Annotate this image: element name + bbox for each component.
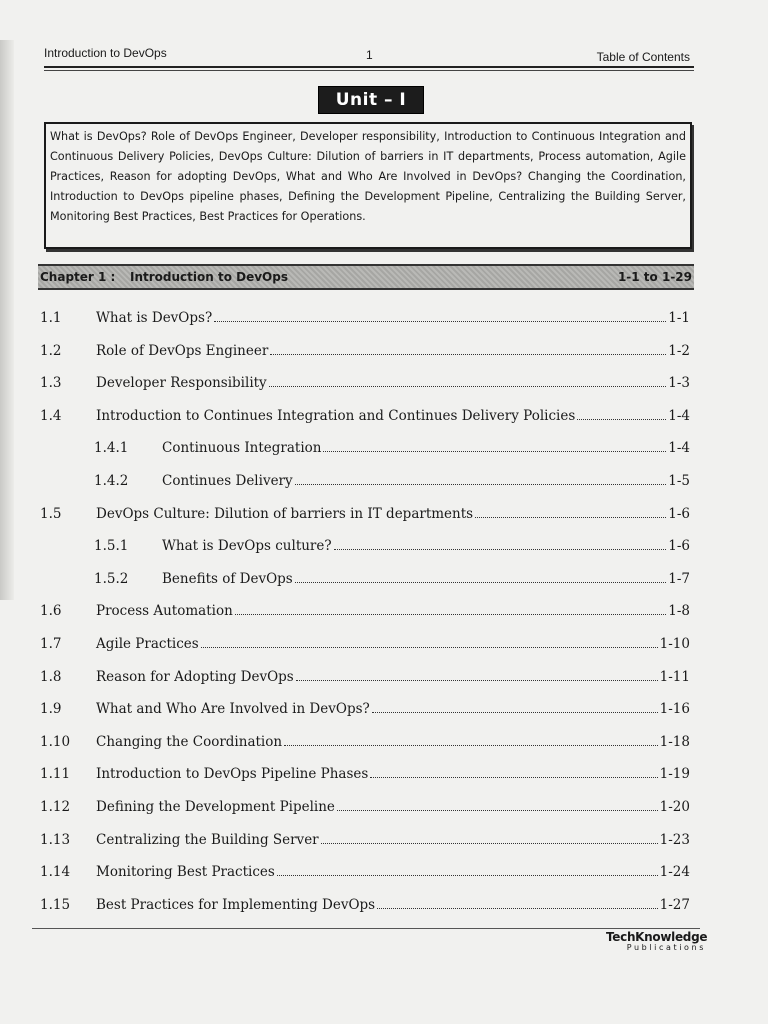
toc-leader-dots [334, 548, 667, 550]
toc-entry-page: 1-5 [668, 473, 690, 489]
toc-entry-title: Changing the Coordination [96, 734, 283, 750]
toc-entry-number: 1.4 [40, 408, 62, 424]
toc-entry-title: Benefits of DevOps [162, 571, 293, 587]
toc-entry [0, 406, 768, 426]
toc-entry-number: 1.15 [40, 897, 71, 913]
toc-leader-dots [214, 320, 666, 322]
toc-entry-title: Reason for Adopting DevOps [96, 669, 294, 685]
toc-entry-number: 1.13 [40, 832, 71, 848]
toc-entry-title: Developer Responsibility [96, 375, 267, 391]
toc-entry-number: 1.2 [40, 343, 62, 359]
toc-entry-title: Introduction to Continues Integration and Continues Delivery Policies [96, 408, 576, 424]
toc-entry-page: 1-4 [668, 440, 690, 456]
toc-entry-number: 1.9 [40, 701, 62, 717]
toc-entry-page: 1-27 [659, 897, 690, 913]
toc-entry-page: 1-6 [668, 506, 690, 522]
toc-entry-page: 1-8 [668, 603, 690, 619]
toc-leader-dots [296, 679, 658, 681]
toc-entry [0, 471, 768, 491]
toc-entry-page: 1-20 [659, 799, 690, 815]
toc-entry [0, 797, 768, 817]
toc-entry-number: 1.12 [40, 799, 71, 815]
header-page-number: 1 [366, 48, 373, 62]
toc-leader-dots [201, 646, 658, 648]
toc-entry-title: Best Practices for Implementing DevOps [96, 897, 376, 913]
unit-title: Unit – I [318, 86, 424, 114]
toc-entry [0, 569, 768, 589]
toc-leader-dots [475, 516, 666, 518]
toc-entry [0, 895, 768, 915]
chapter-label: Chapter 1 : [40, 270, 116, 284]
toc-entry [0, 341, 768, 361]
publisher-subtitle: Publications [626, 943, 706, 952]
toc-leader-dots [295, 483, 667, 485]
toc-entry [0, 634, 768, 654]
toc-entry-page: 1-10 [659, 636, 690, 652]
toc-entry [0, 373, 768, 393]
toc-leader-dots [277, 874, 658, 876]
toc-entry [0, 764, 768, 784]
toc-entry-page: 1-1 [668, 310, 690, 326]
header-section-title: Table of Contents [596, 50, 690, 64]
toc-entry-number: 1.14 [40, 864, 71, 880]
toc-entry-title: What and Who Are Involved in DevOps? [96, 701, 370, 717]
toc-entry-page: 1-24 [659, 864, 690, 880]
toc-entry-title: What is DevOps? [96, 310, 213, 326]
toc-entry-page: 1-11 [659, 669, 690, 685]
publisher-brand: TechKnowledge [606, 930, 708, 944]
header-rule-thin [44, 70, 694, 71]
toc-entry-page: 1-19 [659, 766, 690, 782]
toc-entry-title: Defining the Development Pipeline [96, 799, 335, 815]
toc-entry [0, 601, 768, 621]
toc-entry-number: 1.7 [40, 636, 62, 652]
toc-entry-number: 1.6 [40, 603, 62, 619]
toc-leader-dots [321, 842, 658, 844]
header-book-title: Introduction to DevOps [44, 46, 167, 60]
toc-leader-dots [337, 809, 658, 811]
toc-entry-page: 1-16 [659, 701, 690, 717]
toc-entry-number: 1.4.1 [94, 440, 129, 456]
toc-leader-dots [235, 613, 666, 615]
toc-entry-title: Monitoring Best Practices [96, 864, 275, 880]
footer-rule [32, 928, 700, 929]
toc-entry-page: 1-4 [668, 408, 690, 424]
toc-entry [0, 732, 768, 752]
toc-entry-title: Continuous Integration [162, 440, 322, 456]
toc-entry-number: 1.10 [40, 734, 71, 750]
toc-entry-title: What is DevOps culture? [162, 538, 332, 554]
toc-entry-number: 1.4.2 [94, 473, 129, 489]
toc-leader-dots [577, 418, 666, 420]
toc-entry-number: 1.8 [40, 669, 62, 685]
publisher-logo [606, 930, 706, 952]
toc-entry-page: 1-3 [668, 375, 690, 391]
toc-entry-title: Process Automation [96, 603, 233, 619]
toc-entry [0, 699, 768, 719]
toc-leader-dots [269, 385, 667, 387]
header-rule [44, 66, 694, 68]
toc-entry [0, 862, 768, 882]
toc-entry-number: 1.5.2 [94, 571, 129, 587]
toc-leader-dots [370, 776, 657, 778]
toc-entry [0, 308, 768, 328]
toc-entry-title: Centralizing the Building Server [96, 832, 319, 848]
toc-entry [0, 438, 768, 458]
syllabus-box: What is DevOps? Role of DevOps Engineer, Developer responsibility, Introduction to Continuous Integration and Continuous Delivery Policies, DevOps Culture: Dilution of barriers in IT departments, Process automation, Agile Practices, Reason for adopting DevOps, What and Who Are Involved in DevOps? Changing the Coordination, Introduction to DevOps pipeline phases, Defining the Development Pipeline, Centralizing the Building Server, Monitoring Best Practices, Best Practices for Operations. [44, 122, 692, 249]
toc-leader-dots [295, 581, 667, 583]
toc-entry-number: 1.5 [40, 506, 62, 522]
toc-entry-number: 1.5.1 [94, 538, 129, 554]
toc-leader-dots [270, 353, 666, 355]
toc-entry-page: 1-7 [668, 571, 690, 587]
toc-entry-page: 1-2 [668, 343, 690, 359]
toc-entry-page: 1-6 [668, 538, 690, 554]
toc-entry-title: DevOps Culture: Dilution of barriers in IT departments [96, 506, 474, 522]
chapter-title: Introduction to DevOps [130, 270, 288, 284]
toc-leader-dots [372, 711, 658, 713]
toc-entry-number: 1.1 [40, 310, 62, 326]
chapter-page-range: 1-1 to 1-29 [617, 270, 692, 284]
toc-entry [0, 667, 768, 687]
page-header [44, 46, 690, 64]
toc-entry-page: 1-18 [659, 734, 690, 750]
toc-entry-number: 1.11 [40, 766, 71, 782]
toc-leader-dots [377, 907, 658, 909]
toc-entry-page: 1-23 [659, 832, 690, 848]
toc-entry-title: Introduction to DevOps Pipeline Phases [96, 766, 369, 782]
toc-leader-dots [323, 450, 666, 452]
toc-leader-dots [284, 744, 658, 746]
toc-entry [0, 536, 768, 556]
toc-entry-title: Agile Practices [96, 636, 199, 652]
toc-entry-number: 1.3 [40, 375, 62, 391]
toc-entry-title: Continues Delivery [162, 473, 293, 489]
toc-entry [0, 504, 768, 524]
chapter-heading [38, 264, 694, 290]
toc-entry-title: Role of DevOps Engineer [96, 343, 269, 359]
toc-entry [0, 830, 768, 850]
